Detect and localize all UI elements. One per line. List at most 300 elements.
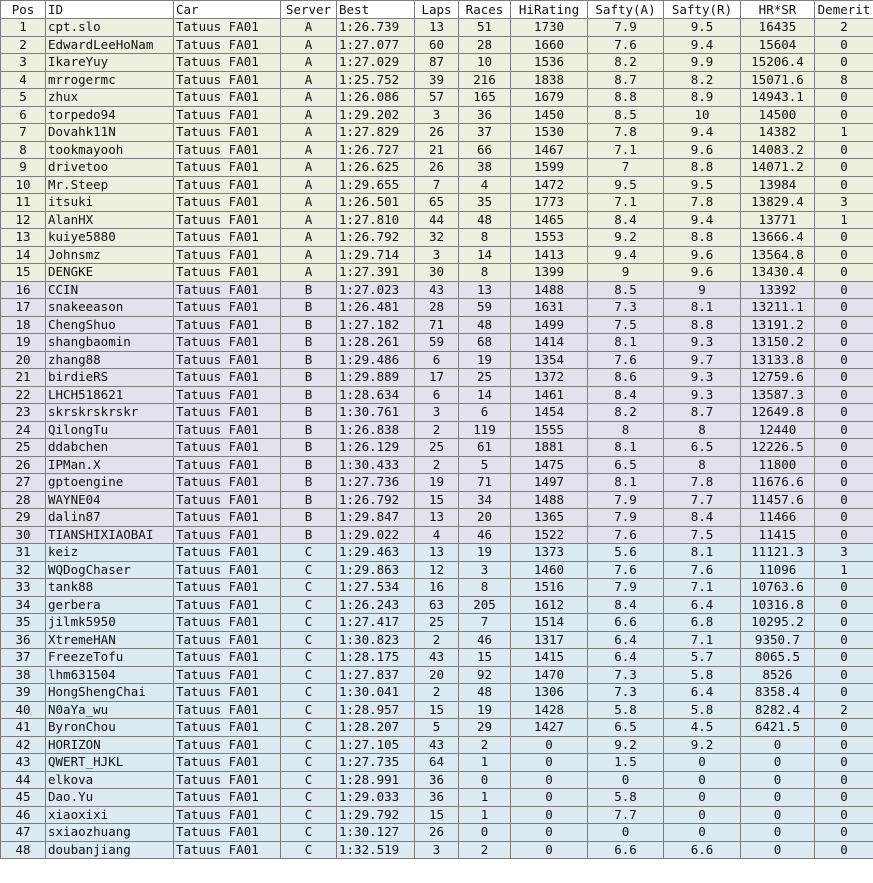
cell-races: 15: [459, 649, 511, 667]
cell-pos: 44: [1, 771, 46, 789]
table-row: [1, 71, 873, 89]
cell-best: 1:27.077: [337, 36, 415, 54]
cell-laps: 43: [415, 649, 459, 667]
cell-safty-a: 7.3: [588, 299, 664, 317]
cell-best: 1:26.243: [337, 596, 415, 614]
table-row: [1, 316, 873, 334]
cell-hirating: 1679: [511, 89, 588, 107]
cell-races: 2: [459, 736, 511, 754]
header-best: Best: [337, 1, 415, 19]
cell-server: B: [281, 526, 337, 544]
header-demerit: Demerit: [815, 1, 873, 19]
table-row: [1, 561, 873, 579]
cell-pos: 17: [1, 299, 46, 317]
table-row: [1, 141, 873, 159]
cell-demerit: 0: [815, 421, 873, 439]
cell-hr-sr: 13392: [741, 281, 815, 299]
cell-id: dalin87: [46, 509, 174, 527]
cell-server: A: [281, 229, 337, 247]
cell-safty-r: 7.8: [664, 474, 741, 492]
cell-pos: 10: [1, 176, 46, 194]
cell-safty-a: 7.6: [588, 351, 664, 369]
table-row: [1, 229, 873, 247]
cell-best: 1:27.736: [337, 474, 415, 492]
cell-pos: 1: [1, 19, 46, 37]
cell-pos: 39: [1, 684, 46, 702]
cell-best: 1:27.391: [337, 264, 415, 282]
cell-hirating: 1373: [511, 544, 588, 562]
cell-laps: 21: [415, 141, 459, 159]
cell-pos: 4: [1, 71, 46, 89]
cell-safty-a: 6.6: [588, 841, 664, 859]
table-row: [1, 719, 873, 737]
cell-server: A: [281, 19, 337, 37]
cell-laps: 2: [415, 631, 459, 649]
cell-safty-r: 9.6: [664, 246, 741, 264]
cell-id: elkova: [46, 771, 174, 789]
cell-safty-a: 7.6: [588, 36, 664, 54]
cell-hr-sr: 13771: [741, 211, 815, 229]
cell-server: A: [281, 194, 337, 212]
cell-hirating: 1365: [511, 509, 588, 527]
cell-races: 68: [459, 334, 511, 352]
cell-best: 1:29.463: [337, 544, 415, 562]
cell-safty-a: 7.9: [588, 491, 664, 509]
cell-server: A: [281, 211, 337, 229]
table-row: [1, 334, 873, 352]
cell-best: 1:27.534: [337, 579, 415, 597]
cell-safty-r: 8.8: [664, 229, 741, 247]
cell-server: B: [281, 404, 337, 422]
cell-demerit: 0: [815, 736, 873, 754]
header-car: Car: [174, 1, 281, 19]
cell-pos: 15: [1, 264, 46, 282]
cell-best: 1:25.752: [337, 71, 415, 89]
cell-hr-sr: 13666.4: [741, 229, 815, 247]
cell-hirating: 0: [511, 736, 588, 754]
cell-best: 1:26.792: [337, 491, 415, 509]
cell-best: 1:27.837: [337, 666, 415, 684]
cell-races: 19: [459, 544, 511, 562]
cell-demerit: 2: [815, 701, 873, 719]
cell-safty-r: 9.7: [664, 351, 741, 369]
cell-server: B: [281, 316, 337, 334]
cell-car: Tatuus FA01: [174, 89, 281, 107]
table-row: [1, 351, 873, 369]
cell-id: WQDogChaser: [46, 561, 174, 579]
cell-id: Dovahk11N: [46, 124, 174, 142]
cell-safty-r: 7.1: [664, 631, 741, 649]
cell-id: XtremeHAN: [46, 631, 174, 649]
cell-best: 1:26.727: [337, 141, 415, 159]
cell-laps: 2: [415, 684, 459, 702]
table-row: [1, 526, 873, 544]
header-id: ID: [46, 1, 174, 19]
cell-safty-a: 7.6: [588, 561, 664, 579]
cell-best: 1:30.761: [337, 404, 415, 422]
cell-id: tank88: [46, 579, 174, 597]
cell-races: 35: [459, 194, 511, 212]
cell-safty-r: 9.9: [664, 54, 741, 72]
cell-hr-sr: 0: [741, 771, 815, 789]
cell-demerit: 0: [815, 159, 873, 177]
table-row: [1, 649, 873, 667]
cell-hirating: 1660: [511, 36, 588, 54]
cell-server: C: [281, 771, 337, 789]
cell-hirating: 1306: [511, 684, 588, 702]
cell-car: Tatuus FA01: [174, 71, 281, 89]
cell-pos: 12: [1, 211, 46, 229]
cell-pos: 31: [1, 544, 46, 562]
table-body: [1, 19, 873, 859]
cell-laps: 4: [415, 526, 459, 544]
header-server: Server: [281, 1, 337, 19]
cell-best: 1:32.519: [337, 841, 415, 859]
header-hr-sr: HR*SR: [741, 1, 815, 19]
cell-server: C: [281, 701, 337, 719]
cell-races: 6: [459, 404, 511, 422]
cell-server: B: [281, 509, 337, 527]
cell-pos: 46: [1, 806, 46, 824]
cell-hr-sr: 14943.1: [741, 89, 815, 107]
cell-server: A: [281, 54, 337, 72]
cell-hirating: 1631: [511, 299, 588, 317]
cell-pos: 36: [1, 631, 46, 649]
cell-safty-r: 9.3: [664, 369, 741, 387]
table-row: [1, 666, 873, 684]
cell-id: CCIN: [46, 281, 174, 299]
cell-car: Tatuus FA01: [174, 474, 281, 492]
cell-demerit: 0: [815, 141, 873, 159]
cell-pos: 21: [1, 369, 46, 387]
cell-races: 8: [459, 579, 511, 597]
cell-hr-sr: 8358.4: [741, 684, 815, 702]
table-row: [1, 736, 873, 754]
cell-safty-a: 8.2: [588, 54, 664, 72]
cell-id: Johnsmz: [46, 246, 174, 264]
cell-server: A: [281, 106, 337, 124]
cell-safty-r: 6.4: [664, 684, 741, 702]
cell-car: Tatuus FA01: [174, 159, 281, 177]
cell-best: 1:30.433: [337, 456, 415, 474]
cell-server: C: [281, 806, 337, 824]
cell-demerit: 0: [815, 719, 873, 737]
header-races: Races: [459, 1, 511, 19]
cell-races: 37: [459, 124, 511, 142]
cell-server: C: [281, 684, 337, 702]
cell-safty-a: 8.8: [588, 89, 664, 107]
cell-pos: 42: [1, 736, 46, 754]
cell-hr-sr: 14083.2: [741, 141, 815, 159]
cell-server: C: [281, 649, 337, 667]
cell-server: C: [281, 666, 337, 684]
cell-safty-a: 7.9: [588, 19, 664, 37]
cell-car: Tatuus FA01: [174, 54, 281, 72]
cell-demerit: 0: [815, 89, 873, 107]
cell-demerit: 0: [815, 841, 873, 859]
cell-races: 59: [459, 299, 511, 317]
table-row: [1, 36, 873, 54]
cell-laps: 30: [415, 264, 459, 282]
cell-safty-a: 7.9: [588, 509, 664, 527]
cell-hr-sr: 15604: [741, 36, 815, 54]
cell-safty-r: 7.6: [664, 561, 741, 579]
cell-safty-a: 8.4: [588, 211, 664, 229]
cell-safty-a: 8.4: [588, 596, 664, 614]
cell-hr-sr: 11457.6: [741, 491, 815, 509]
cell-safty-a: 9: [588, 264, 664, 282]
table-row: [1, 404, 873, 422]
cell-races: 0: [459, 824, 511, 842]
cell-hr-sr: 11096: [741, 561, 815, 579]
cell-car: Tatuus FA01: [174, 649, 281, 667]
cell-pos: 6: [1, 106, 46, 124]
cell-safty-a: 9.4: [588, 246, 664, 264]
cell-pos: 48: [1, 841, 46, 859]
cell-safty-r: 9.2: [664, 736, 741, 754]
cell-hirating: 1413: [511, 246, 588, 264]
cell-safty-a: 6.6: [588, 614, 664, 632]
cell-laps: 2: [415, 421, 459, 439]
cell-pos: 35: [1, 614, 46, 632]
cell-hirating: 1450: [511, 106, 588, 124]
cell-safty-r: 9.4: [664, 36, 741, 54]
cell-best: 1:28.261: [337, 334, 415, 352]
cell-car: Tatuus FA01: [174, 211, 281, 229]
cell-pos: 20: [1, 351, 46, 369]
cell-server: A: [281, 36, 337, 54]
cell-id: kuiye5880: [46, 229, 174, 247]
cell-hr-sr: 11676.6: [741, 474, 815, 492]
cell-hirating: 1461: [511, 386, 588, 404]
cell-safty-r: 7.7: [664, 491, 741, 509]
cell-laps: 3: [415, 246, 459, 264]
cell-car: Tatuus FA01: [174, 299, 281, 317]
cell-demerit: 0: [815, 176, 873, 194]
cell-hirating: 1555: [511, 421, 588, 439]
cell-hr-sr: 8526: [741, 666, 815, 684]
cell-server: A: [281, 141, 337, 159]
cell-hr-sr: 11466: [741, 509, 815, 527]
cell-pos: 25: [1, 439, 46, 457]
cell-hr-sr: 11415: [741, 526, 815, 544]
cell-safty-r: 9.4: [664, 211, 741, 229]
cell-server: C: [281, 544, 337, 562]
cell-laps: 43: [415, 736, 459, 754]
cell-laps: 26: [415, 124, 459, 142]
cell-demerit: 0: [815, 596, 873, 614]
cell-demerit: 0: [815, 54, 873, 72]
cell-pos: 41: [1, 719, 46, 737]
table-row: [1, 194, 873, 212]
cell-laps: 5: [415, 719, 459, 737]
cell-demerit: 0: [815, 684, 873, 702]
cell-hirating: 1427: [511, 719, 588, 737]
cell-races: 2: [459, 841, 511, 859]
cell-id: EdwardLeeHoNam: [46, 36, 174, 54]
cell-hr-sr: 13150.2: [741, 334, 815, 352]
cell-safty-a: 7.3: [588, 666, 664, 684]
cell-races: 4: [459, 176, 511, 194]
cell-demerit: 0: [815, 106, 873, 124]
cell-laps: 25: [415, 439, 459, 457]
cell-best: 1:29.033: [337, 789, 415, 807]
cell-server: C: [281, 614, 337, 632]
table-row: [1, 124, 873, 142]
cell-races: 28: [459, 36, 511, 54]
cell-races: 34: [459, 491, 511, 509]
cell-id: FreezeTofu: [46, 649, 174, 667]
cell-safty-r: 9.3: [664, 334, 741, 352]
cell-car: Tatuus FA01: [174, 141, 281, 159]
cell-demerit: 1: [815, 211, 873, 229]
cell-safty-a: 8: [588, 421, 664, 439]
header-hirating: HiRating: [511, 1, 588, 19]
cell-best: 1:27.023: [337, 281, 415, 299]
cell-best: 1:26.086: [337, 89, 415, 107]
cell-best: 1:29.792: [337, 806, 415, 824]
cell-races: 7: [459, 614, 511, 632]
cell-car: Tatuus FA01: [174, 526, 281, 544]
cell-safty-a: 8.4: [588, 386, 664, 404]
cell-hirating: 1730: [511, 19, 588, 37]
cell-car: Tatuus FA01: [174, 369, 281, 387]
cell-pos: 18: [1, 316, 46, 334]
cell-hirating: 1553: [511, 229, 588, 247]
cell-hirating: 0: [511, 771, 588, 789]
cell-id: drivetoo: [46, 159, 174, 177]
cell-safty-a: 7.7: [588, 806, 664, 824]
table-row: [1, 684, 873, 702]
cell-safty-r: 9.6: [664, 141, 741, 159]
cell-safty-r: 8.8: [664, 159, 741, 177]
cell-hirating: 1488: [511, 491, 588, 509]
cell-best: 1:26.739: [337, 19, 415, 37]
cell-best: 1:28.207: [337, 719, 415, 737]
table-row: [1, 176, 873, 194]
cell-races: 61: [459, 439, 511, 457]
cell-laps: 65: [415, 194, 459, 212]
cell-server: B: [281, 334, 337, 352]
cell-car: Tatuus FA01: [174, 246, 281, 264]
cell-races: 8: [459, 264, 511, 282]
cell-hirating: 1399: [511, 264, 588, 282]
cell-best: 1:29.889: [337, 369, 415, 387]
header-safty-r: Safty(R): [664, 1, 741, 19]
cell-races: 8: [459, 229, 511, 247]
cell-races: 19: [459, 701, 511, 719]
cell-demerit: 1: [815, 124, 873, 142]
table-row: [1, 439, 873, 457]
cell-server: A: [281, 89, 337, 107]
cell-car: Tatuus FA01: [174, 509, 281, 527]
cell-safty-r: 8.8: [664, 316, 741, 334]
cell-races: 51: [459, 19, 511, 37]
cell-demerit: 0: [815, 649, 873, 667]
cell-id: DENGKE: [46, 264, 174, 282]
cell-car: Tatuus FA01: [174, 281, 281, 299]
cell-id: LHCH518621: [46, 386, 174, 404]
cell-hr-sr: 12759.6: [741, 369, 815, 387]
cell-hr-sr: 13829.4: [741, 194, 815, 212]
cell-demerit: 0: [815, 439, 873, 457]
cell-car: Tatuus FA01: [174, 824, 281, 842]
cell-safty-a: 6.4: [588, 631, 664, 649]
cell-server: B: [281, 456, 337, 474]
cell-safty-r: 8.4: [664, 509, 741, 527]
cell-demerit: 0: [815, 36, 873, 54]
cell-demerit: 0: [815, 509, 873, 527]
cell-hirating: 1428: [511, 701, 588, 719]
cell-demerit: 0: [815, 491, 873, 509]
cell-races: 14: [459, 386, 511, 404]
cell-hr-sr: 14382: [741, 124, 815, 142]
cell-server: B: [281, 281, 337, 299]
cell-car: Tatuus FA01: [174, 614, 281, 632]
cell-id: gerbera: [46, 596, 174, 614]
table-row: [1, 421, 873, 439]
cell-hr-sr: 13211.1: [741, 299, 815, 317]
cell-hr-sr: 12440: [741, 421, 815, 439]
cell-demerit: 0: [815, 386, 873, 404]
cell-safty-r: 4.5: [664, 719, 741, 737]
cell-demerit: 3: [815, 544, 873, 562]
cell-safty-a: 8.2: [588, 404, 664, 422]
cell-races: 38: [459, 159, 511, 177]
cell-hr-sr: 14500: [741, 106, 815, 124]
cell-safty-r: 9.5: [664, 176, 741, 194]
cell-laps: 12: [415, 561, 459, 579]
table-row: [1, 614, 873, 632]
cell-car: Tatuus FA01: [174, 334, 281, 352]
cell-laps: 17: [415, 369, 459, 387]
cell-best: 1:26.481: [337, 299, 415, 317]
cell-laps: 44: [415, 211, 459, 229]
cell-races: 1: [459, 789, 511, 807]
cell-hr-sr: 13430.4: [741, 264, 815, 282]
cell-pos: 19: [1, 334, 46, 352]
cell-server: B: [281, 299, 337, 317]
cell-hr-sr: 9350.7: [741, 631, 815, 649]
cell-hr-sr: 0: [741, 736, 815, 754]
cell-id: HORIZON: [46, 736, 174, 754]
cell-best: 1:28.634: [337, 386, 415, 404]
cell-races: 3: [459, 561, 511, 579]
cell-hirating: 1773: [511, 194, 588, 212]
cell-laps: 6: [415, 386, 459, 404]
cell-best: 1:26.792: [337, 229, 415, 247]
cell-best: 1:29.202: [337, 106, 415, 124]
cell-hirating: 1530: [511, 124, 588, 142]
cell-hr-sr: 16435: [741, 19, 815, 37]
cell-laps: 57: [415, 89, 459, 107]
cell-best: 1:27.829: [337, 124, 415, 142]
table-row: [1, 246, 873, 264]
cell-hirating: 1354: [511, 351, 588, 369]
cell-best: 1:27.182: [337, 316, 415, 334]
cell-best: 1:30.041: [337, 684, 415, 702]
cell-pos: 29: [1, 509, 46, 527]
cell-demerit: 1: [815, 561, 873, 579]
header-pos: Pos: [1, 1, 46, 19]
cell-safty-a: 9.2: [588, 229, 664, 247]
cell-hirating: 0: [511, 841, 588, 859]
cell-safty-r: 6.8: [664, 614, 741, 632]
cell-laps: 28: [415, 299, 459, 317]
cell-id: IkareYuy: [46, 54, 174, 72]
cell-pos: 34: [1, 596, 46, 614]
cell-safty-r: 0: [664, 806, 741, 824]
